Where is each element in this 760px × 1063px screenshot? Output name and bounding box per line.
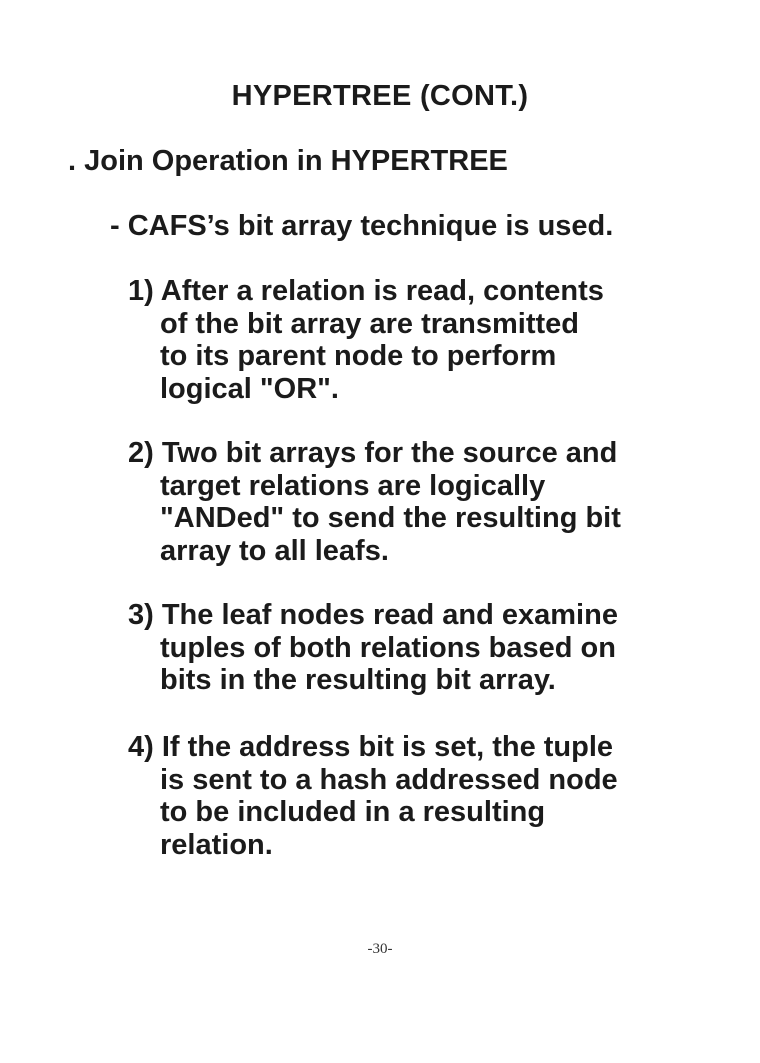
list-item-line: "ANDed" to send the resulting bit bbox=[160, 502, 621, 534]
list-item-line: target relations are logically bbox=[160, 469, 546, 502]
list-item-line: 3) The leaf nodes read and examine bbox=[128, 599, 618, 631]
list-item-line: tuples of both relations based on bbox=[160, 631, 616, 664]
section-subheading: - CAFS’s bit array technique is used. bbox=[110, 210, 614, 242]
list-item-line: 4) If the address bit is set, the tuple bbox=[128, 731, 614, 763]
list-item-1 bbox=[128, 275, 604, 405]
list-item-line: to be included in a resulting bbox=[160, 796, 546, 828]
list-item-line: logical "OR". bbox=[160, 372, 339, 405]
list-item-line: of the bit array are transmitted bbox=[160, 307, 579, 340]
list-item-line: 2) Two bit arrays for the source and bbox=[128, 437, 618, 469]
list-item-line: 1) After a relation is read, contents bbox=[128, 275, 604, 307]
page-title: HYPERTREE (CONT.) bbox=[231, 80, 529, 112]
list-item-line: array to all leafs. bbox=[160, 534, 389, 567]
section-heading: . Join Operation in HYPERTREE bbox=[68, 145, 508, 177]
page-number: -30- bbox=[367, 941, 393, 957]
list-item-line: to its parent node to perform bbox=[160, 340, 557, 372]
list-item-line: is sent to a hash addressed node bbox=[160, 763, 618, 796]
list-item-4 bbox=[128, 731, 618, 861]
list-item-3 bbox=[128, 599, 618, 697]
list-item-line: bits in the resulting bit array. bbox=[160, 664, 556, 696]
list-item-line: relation. bbox=[160, 828, 273, 861]
list-item-2 bbox=[128, 437, 621, 567]
